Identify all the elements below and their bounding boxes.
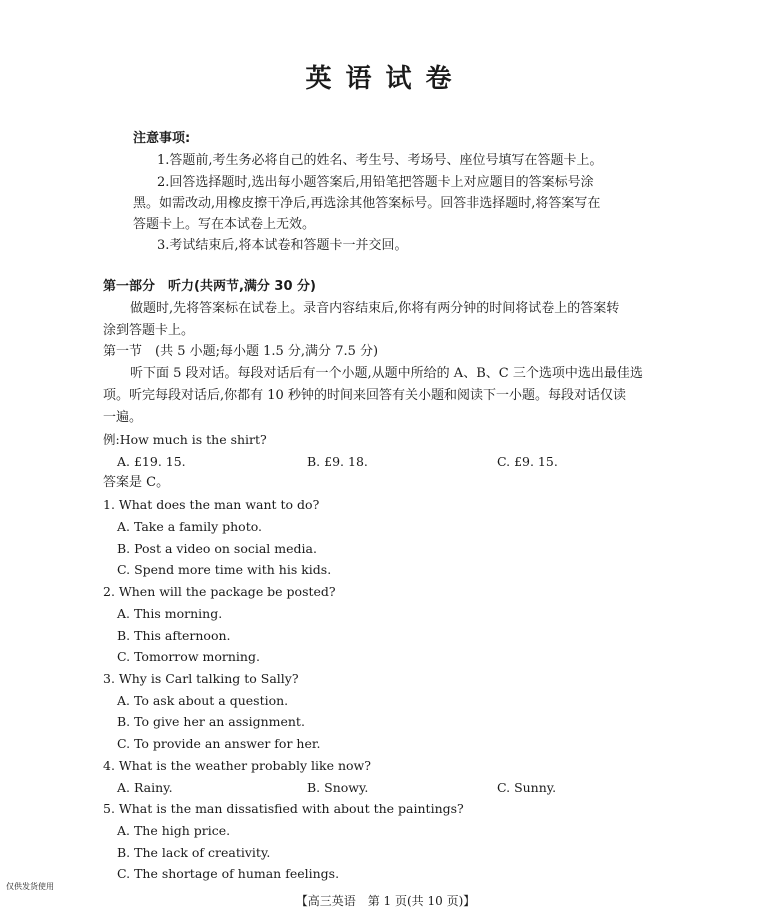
question-2: 2. When will the package be posted?: [103, 584, 336, 599]
q3-option-c: C. To provide an answer for her.: [117, 736, 321, 751]
section1-heading: 第一节 (共 5 小题;每小题 1.5 分,满分 7.5 分): [103, 344, 379, 359]
part1-heading: 第一部分 听力(共两节,满分 30 分): [103, 279, 316, 294]
example-option-b: B. £9. 18.: [307, 454, 368, 469]
q2-option-c: C. Tomorrow morning.: [117, 649, 260, 664]
part1-intro: 做题时,先将答案标在试卷上。录音内容结束后,你将有两分钟的时间将试卷上的答案转: [130, 301, 620, 316]
q3-option-a: A. To ask about a question.: [117, 693, 289, 708]
q4-option-b: B. Snowy.: [307, 780, 369, 795]
example-option-a: A. £19. 15.: [117, 454, 186, 469]
question-5: 5. What is the man dissatisfied with about the paintings?: [103, 801, 464, 816]
part1-intro: 涂到答题卡上。: [103, 323, 195, 338]
q1-option-a: A. Take a family photo.: [117, 519, 263, 534]
notice-item: 答题卡上。写在本试卷上无效。: [133, 217, 316, 232]
notice-item: 黑。如需改动,用橡皮擦干净后,再选涂其他答案标号。回答非选择题时,将答案写在: [133, 196, 601, 211]
page-title: 英语试卷: [305, 64, 466, 94]
example-answer: 答案是 C。: [103, 475, 170, 490]
section1-intro: 项。听完每段对话后,你都有 10 秒钟的时间来回答有关小题和阅读下一小题。每段对话仅读: [103, 388, 626, 403]
side-note: 仅供发货使用: [6, 882, 54, 891]
section1-intro: 一遍。: [103, 410, 143, 425]
question-4: 4. What is the weather probably like now?: [103, 758, 371, 773]
q1-option-c: C. Spend more time with his kids.: [117, 562, 332, 577]
q1-option-b: B. Post a video on social media.: [117, 541, 317, 556]
example-option-c: C. £9. 15.: [497, 454, 558, 469]
page-footer: 【高三英语 第 1 页(共 10 页)】: [295, 894, 476, 908]
section1-intro: 听下面 5 段对话。每段对话后有一个小题,从题中所给的 A、B、C 三个选项中选出最佳选: [130, 366, 643, 381]
question-3: 3. Why is Carl talking to Sally?: [103, 671, 299, 686]
q4-option-a: A. Rainy.: [117, 780, 173, 795]
example-question: 例:How much is the shirt?: [103, 432, 267, 447]
question-1: 1. What does the man want to do?: [103, 497, 320, 512]
notice-item: 1.答题前,考生务必将自己的姓名、考生号、考场号、座位号填写在答题卡上。: [157, 153, 603, 168]
q2-option-b: B. This afternoon.: [117, 628, 231, 643]
q4-option-c: C. Sunny.: [497, 780, 557, 795]
notice-heading: 注意事项:: [133, 131, 191, 146]
q3-option-b: B. To give her an assignment.: [117, 714, 305, 729]
q2-option-a: A. This morning.: [117, 606, 223, 621]
notice-item: 3.考试结束后,将本试卷和答题卡一并交回。: [157, 238, 408, 253]
q5-option-b: B. The lack of creativity.: [117, 845, 271, 860]
q5-option-c: C. The shortage of human feelings.: [117, 866, 340, 881]
notice-item: 2.回答选择题时,选出每小题答案后,用铅笔把答题卡上对应题目的答案标号涂: [157, 175, 594, 190]
q5-option-a: A. The high price.: [117, 823, 231, 838]
